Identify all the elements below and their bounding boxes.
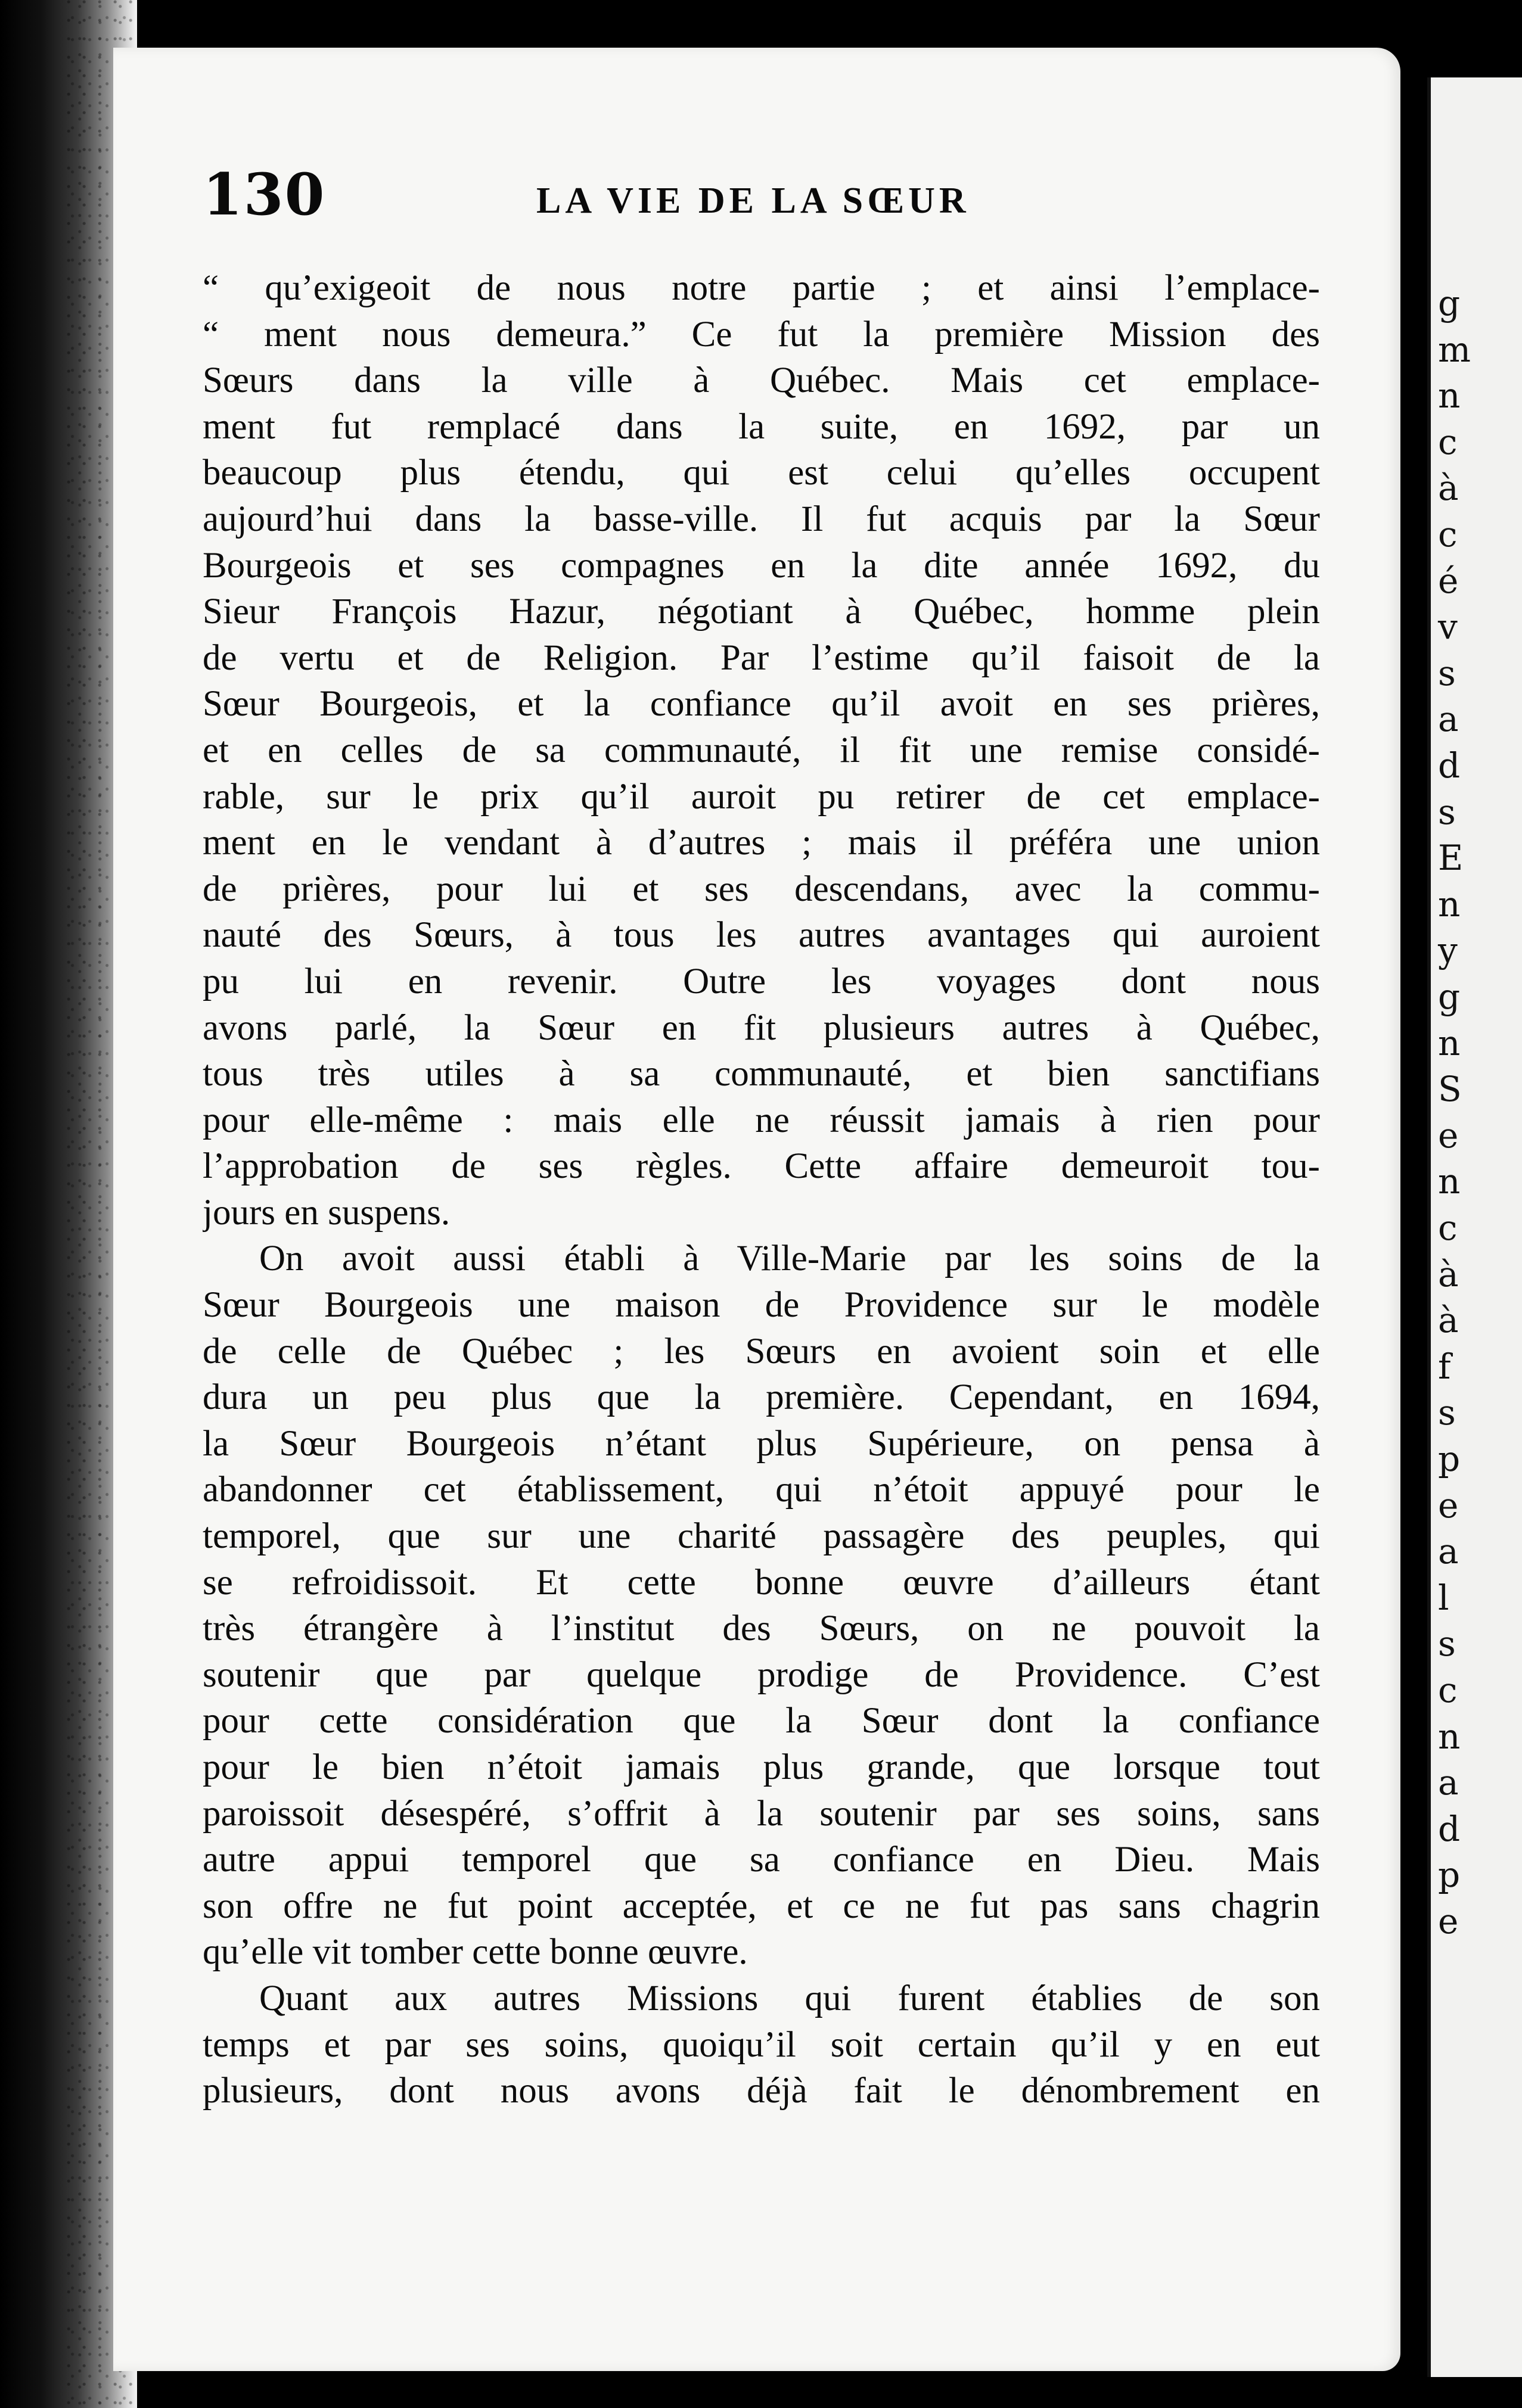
text-line: “ qu’exigeoit de nous notre partie ; et ainsi l’emplace-	[203, 268, 1320, 308]
text-line: “ ment nous demeura.” Ce fut la première Mission des	[203, 314, 1320, 354]
next-page-edge-letter: m	[1438, 329, 1471, 370]
next-page-edge-letter: c	[1438, 1208, 1458, 1248]
paragraph-start-line: Quant aux autres Missions qui furent établies de son	[259, 1978, 1320, 2018]
next-page-edge-letter: e	[1438, 1901, 1459, 1942]
text-line: jours en suspens.	[203, 1192, 451, 1233]
next-page-edge-letter: d	[1438, 745, 1461, 786]
text-line: pour le bien n’étoit jamais plus grande, que lorsque tout	[203, 1747, 1320, 1787]
next-page-edge-letter: p	[1438, 1439, 1461, 1479]
next-page-edge-letter: c	[1438, 421, 1458, 462]
text-line: de celle de Québec ; les Sœurs en avoient soin et elle	[203, 1331, 1320, 1371]
page-number: 130	[203, 161, 326, 228]
next-page-edge	[1427, 77, 1522, 2377]
text-line: pour cette considération que la Sœur dont la confiance	[203, 1701, 1320, 1741]
text-line: paroissoit désespéré, s’offrit à la soutenir par ses soins, sans	[203, 1793, 1320, 1834]
text-line: soutenir que par quelque prodige de Providence. C’est	[203, 1654, 1320, 1695]
next-page-edge-letter: s	[1438, 791, 1456, 832]
next-page-edge-letter: v	[1438, 606, 1458, 648]
next-page-edge-letter: à	[1438, 468, 1459, 509]
next-page-edge-letter: n	[1438, 375, 1461, 416]
next-page-edge-letter: s	[1438, 652, 1456, 693]
page-header	[197, 161, 1317, 232]
text-line: plusieurs, dont nous avons déjà fait le dénombrement en	[203, 2071, 1320, 2111]
text-line: et en celles de sa communauté, il fit une remise considé-	[203, 730, 1320, 770]
text-line: de prières, pour lui et ses descendans, avec la commu-	[203, 869, 1320, 909]
next-page-edge-letter: a	[1438, 1531, 1459, 1572]
next-page-edge-letter: à	[1438, 1253, 1459, 1295]
next-page-edge-letter: s	[1438, 1392, 1456, 1433]
text-line: la Sœur Bourgeois n’étant plus Supérieure, on pensa à	[203, 1423, 1320, 1464]
paragraph-start-line: On avoit aussi établi à Ville-Marie par les soins de la	[259, 1239, 1320, 1279]
next-page-edge-letter: n	[1438, 1161, 1461, 1202]
next-page-edge-letter: n	[1438, 1022, 1461, 1063]
text-line: Bourgeois et ses compagnes en la dite année 1692, du	[203, 545, 1320, 586]
text-line: ment en le vendant à d’autres ; mais il préféra une union	[203, 823, 1320, 863]
next-page-edge-letter: e	[1438, 1485, 1459, 1526]
next-page-edge-letter: E	[1438, 838, 1464, 879]
next-page-edge-letter: c	[1438, 1670, 1458, 1710]
text-line: beaucoup plus étendu, qui est celui qu’elles occupent	[203, 453, 1320, 493]
next-page-edge-letter: e	[1438, 1115, 1459, 1156]
body-text	[203, 265, 1320, 2114]
next-page-edge-letter: n	[1438, 1716, 1461, 1757]
text-line: Sœur Bourgeois, et la confiance qu’il avoit en ses prières,	[203, 684, 1320, 724]
next-page-edge-letter: à	[1438, 1300, 1459, 1341]
text-line: dura un peu plus que la première. Cependant, en 1694,	[203, 1377, 1320, 1418]
text-line: temps et par ses soins, quoiqu’il soit certain qu’il y en eut	[203, 2024, 1320, 2065]
next-page-edge-letter: c	[1438, 514, 1458, 555]
text-line: avons parlé, la Sœur en fit plusieurs autres à Québec,	[203, 1007, 1320, 1048]
text-line: pu lui en revenir. Outre les voyages dont nous	[203, 961, 1320, 1001]
text-line: tous très utiles à sa communauté, et bien sanctifians	[203, 1054, 1320, 1094]
text-line: Sœurs dans la ville à Québec. Mais cet emplace-	[203, 360, 1320, 401]
text-line: Sœur Bourgeois une maison de Providence sur le modèle	[203, 1285, 1320, 1326]
text-line: nauté des Sœurs, à tous les autres avantages qui auroient	[203, 915, 1320, 956]
next-page-edge-letter: a	[1438, 1762, 1459, 1803]
next-page-edge-letter: g	[1438, 976, 1461, 1017]
text-line: qu’elle vit tomber cette bonne œuvre.	[203, 1932, 748, 1973]
next-page-edge-letter: s	[1438, 1623, 1456, 1665]
running-head: LA VIE DE LA SŒUR	[536, 181, 970, 221]
text-line: abandonner cet établissement, qui n’étoit appuyé pour le	[203, 1470, 1320, 1510]
next-page-edge-letter: g	[1438, 283, 1461, 323]
text-line: très étrangère à l’institut des Sœurs, on ne pouvoit la	[203, 1609, 1320, 1649]
next-page-edge-letter: f	[1438, 1346, 1451, 1387]
next-page-edge-letter: a	[1438, 699, 1459, 740]
next-page-edge-letter: n	[1438, 883, 1461, 925]
text-line: autre appui temporel que sa confiance en Dieu. Mais	[203, 1840, 1320, 1880]
next-page-edge-letter: é	[1438, 560, 1459, 601]
text-line: aujourd’hui dans la basse-ville. Il fut acquis par la Sœur	[203, 499, 1320, 539]
next-page-edge-letter: l	[1438, 1577, 1449, 1618]
text-line: se refroidissoit. Et cette bonne œuvre d’ailleurs étant	[203, 1562, 1320, 1603]
next-page-edge-letter: p	[1438, 1855, 1461, 1896]
next-page-edge-letter: y	[1438, 930, 1458, 971]
text-line: l’approbation de ses règles. Cette affaire demeuroit tou-	[203, 1146, 1320, 1187]
next-page-edge-letter: S	[1438, 1069, 1462, 1110]
text-line: temporel, que sur une charité passagère des peuples, qui	[203, 1516, 1320, 1557]
text-line: son offre ne fut point acceptée, et ce ne fut pas sans chagrin	[203, 1886, 1320, 1926]
text-line: pour elle-même : mais elle ne réussit jamais à rien pour	[203, 1100, 1320, 1140]
next-page-edge-letter: d	[1438, 1808, 1461, 1849]
text-line: Sieur François Hazur, négotiant à Québec, homme plein	[203, 592, 1320, 632]
text-line: rable, sur le prix qu’il auroit pu retirer de cet emplace-	[203, 776, 1320, 817]
text-line: ment fut remplacé dans la suite, en 1692, par un	[203, 406, 1320, 447]
text-line: de vertu et de Religion. Par l’estime qu’il faisoit de la	[203, 637, 1320, 678]
